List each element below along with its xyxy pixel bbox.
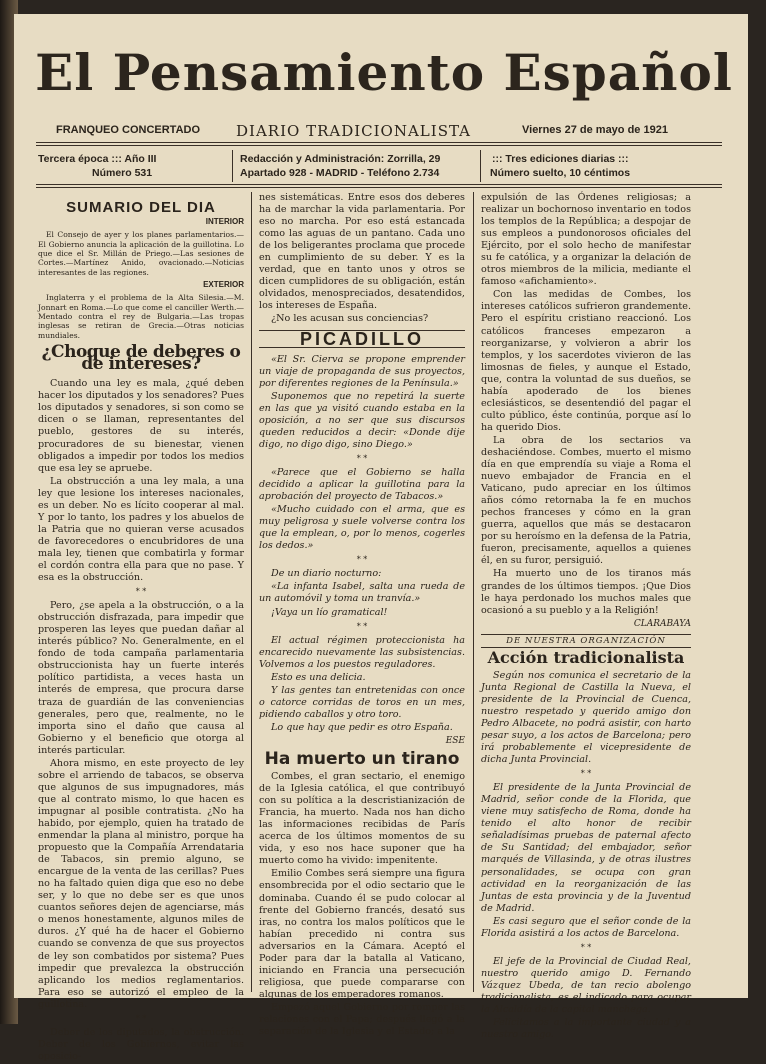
separator-stars: * *	[356, 453, 368, 463]
separator-stars: * *	[135, 1013, 147, 1023]
column-rule-2	[473, 192, 474, 992]
tirano-paragraph: Ha muerto uno de los tiranos más grandes de los últimos tiempos. ¡Que Dios le haya perdonado los muchos males que ocasionó a su pueblo y a la Religión!	[481, 568, 691, 616]
tirano-signature: CLARABAYA	[633, 618, 691, 629]
separator-stars: * *	[356, 621, 368, 631]
info-divider-2	[480, 150, 481, 182]
picadillo-item: De un diario nocturno:	[271, 568, 382, 580]
diario-label: DIARIO TRADICIONALISTA	[236, 122, 471, 140]
info-divider-1	[232, 150, 233, 182]
sumario-title: SUMARIO DEL DIA	[66, 199, 216, 216]
accion-paragraph: El presidente de la Junta Provincial de Madrid, señor conde de la Florida, que viene muy satisfecho de Roma, donde ha tenido el alto honor de recibir señaladísimas pruebas de paternal afecto de Su Santidad; del embajador, señor marqués de Villasinda, y de otras ilustres personalidades, se ocupa con gran actividad en la reorganización de las Juntas de esta provincia y de la Juventud de Madrid.	[481, 782, 691, 914]
tirano-paragraph: La obra de los sectarios va deshaciéndose. Combes, muerto el mismo día en que emprendía su viaje a Roma el nuevo embajador de Francia en el Vaticano, pudo apreciar en los últimos años cómo retornaba la fe en muchos pechos franceses y cómo en la gran guerra, aquellos que más se destacaron por su heroísmo en la defensa de la Patria, fueron, precisamente, aquellos a quienes él, en su furor, persiguió.	[481, 434, 691, 567]
picadillo-item: «El Sr. Cierva se propone emprender un viaje de propaganda de sus proyectos, por diferentes regiones de la Península.»	[259, 353, 465, 389]
accion-paragraph: Felicitamos a la importante ciudad y a nuestro amigo.	[481, 1017, 691, 1041]
tirano-paragraph: Combes, el gran sectario, el enemigo de la Iglesia católica, el que contribuyó con su política a la descristianización de Francia, ha muerto. Nada nos han dicho las informaciones recibidas de París acerca de los últimos momentos de su vida, y eso nos hace suponer que ha muerto como ha vivido: impenitente.	[259, 771, 465, 867]
editorial-continuation: nes sistemáticas. Entre esos dos deberes ha de marchar la vida parlamentaria. Por eso no marcha. Por eso está estancada como las aguas de un pantano. Cada uno de los beligerantes proclama que procede en cumplimiento de su deber. Y es la verdad, que en tanto unos y otros se dicen cumplidores de su obligación, están olvidados, menospreciados, desatendidos, los intereses de España.	[259, 192, 465, 312]
info-rule	[36, 184, 722, 185]
info-rule-2	[36, 187, 722, 188]
numero-info: Número 531	[92, 167, 153, 179]
editorial-headline: ¿Choque de deberes o de intereses?	[41, 342, 241, 375]
ediciones-info: ::: Tres ediciones diarias :::	[492, 153, 629, 165]
column-3	[481, 192, 691, 1042]
column-2	[259, 192, 465, 1039]
tirano-continuation: expulsión de las Órdenes religiosas; a realizar un bochornoso inventario en todos los templos de la República; a despojar de sus empleos a pundonorosos oficiales del Ejército, por el solo hecho de manifestar su fe católica, y a organizar la delación de otros miembros de la milicia, mediante el famoso «afichamiento».	[481, 192, 691, 288]
epoca-info: Tercera época ::: Año III	[38, 153, 157, 165]
redaccion-info: Redacción y Administración: Zorrilla, 29	[240, 153, 441, 165]
picadillo-item: «Parece que el Gobierno se halla decidido a aplicar la guillotina para la aprobación del proyecto de Tabacos.»	[259, 466, 465, 503]
exterior-summary: Inglaterra y el problema de la Alta Silesia.—M. Jonnart en Roma.—Lo que come el canciller Werth.—Mentado contra el rey de Bulgaria.—Las tropas inglesas se retiran de Grecia.—Otras noticias mundiales.	[38, 293, 244, 340]
date-label: Viernes 27 de mayo de 1921	[522, 124, 668, 136]
picadillo-item: Lo que hay que pedir es otro España.	[271, 721, 453, 733]
suelto-info: Número suelto, 10 céntimos	[490, 167, 631, 179]
franqueo-label: FRANQUEO CONCERTADO	[56, 124, 201, 136]
editorial-paragraph: La obstrucción a una ley mala, a una ley que lesione los intereses nacionales, es un deber. No es lícito cooperar al mal. Y por lo tanto, los padres y los abuelos de la Patria que no quieran verse acusados de favorecedores o encubridores de una mala ley, tienen que combatirla y formar el cordón contra ella para que no pase. Y esa es la obstrucción.	[38, 475, 244, 584]
editorial-closing: ¿No les acusan sus conciencias?	[271, 313, 429, 325]
column-rule-1	[251, 192, 252, 992]
interior-summary: El Consejo de ayer y los planes parlamentarios.— El Gobierno anuncia la aplicación de la guillotina. Lo que dice el Sr. Millán de Priego.—Las sesiones de Cortes.—Martínez Anido, ovacionado.—Noticias interesantes de las regiones.	[38, 230, 244, 277]
tirano-paragraph: Empezó aquel Gobierno por romper las relaciones con el Papa; después llegó a la separación de la Iglesia y el Estado; a la	[259, 1001, 465, 1038]
newspaper-page	[14, 14, 748, 1062]
picadillo-item: Suponemos que no repetirá la suerte en las que ya visitó cuando estaba en la oposición, a no ser que sus discursos queden reducidos a decir: «Donde dije digo, no digo digo, sino Diego.»	[259, 390, 465, 450]
picadillo-headline: PICADILLO	[259, 330, 465, 348]
picadillo-item: «La infanta Isabel, salta una rueda de un automóvil y toma un tranvía.»	[259, 581, 465, 605]
exterior-label: EXTERIOR	[203, 280, 244, 290]
picadillo-item: ¡Vaya un lío gramatical!	[271, 606, 388, 618]
accion-paragraph: Según nos comunica el secretario de la Junta Regional de Castilla la Nueva, el presidente de la Provincial de Cuenca, nuestro respetado y querido amigo don Pedro Albacete, no podrá asistir, con harto pesar suyo, a los actos de Barcelona; pero irá probablemente el vicepresidente de dicha Junta Provincial.	[481, 669, 691, 766]
tirano-paragraph: Con las medidas de Combes, los intereses católicos sufrieron grandemente. Pero el espíritu cristiano reaccionó. Los católicos franceses empezaron a reorganizarse, y volvieron a abrir los templos, y los sacerdotes vivieron de las limosnas de fieles, y aunque el Estado, que, contra la voluntad de sus dueños, se había apoderado de los bienes eclesiásticos, se desentendió del pagar el culto público, éste continúa, porque así lo ha querido Dios.	[481, 289, 691, 433]
column-1	[38, 192, 244, 1064]
picadillo-signature: ESE	[445, 735, 465, 746]
accion-headline: Acción tradicionalista	[487, 647, 685, 667]
separator-stars: * *	[135, 587, 147, 597]
interior-label: INTERIOR	[205, 217, 244, 227]
picadillo-item: El actual régimen proteccionista ha encarecido nuevamente las subsistencias. Volvemos a los puestos reguladores.	[259, 634, 465, 670]
apartado-info: Apartado 928 - MADRID - Teléfono 2.734	[240, 167, 440, 179]
organizacion-section-label: DE NUESTRA ORGANIZACIÓN	[481, 634, 691, 648]
picadillo-item: Y las gentes tan entretenidas con once o catorce corridas de toros en un mes, pidiendo caballos y otro toro.	[259, 684, 465, 720]
picadillo-item: «Mucho cuidado con el arma, que es muy peligrosa y suele volverse contra los que la emplean, o, por lo menos, cogerles los dedos.»	[259, 504, 465, 552]
accion-paragraph: El jefe de la Provincial de Ciudad Real, nuestro querido amigo D. Fernando Vázquez Ubeda, de tan recio abolengo tradicionalista, es el indicado para ocupar la Alcaldía de la capital manchega.	[481, 955, 691, 1016]
editorial-paragraph: Pero, ¿se apela a la obstrucción, o a la obstrucción disfrazada, para impedir que prosperen las leyes que puedan dañar al interés público? No. Generalmente, en el fondo de toda campaña parlamentaria obstruccionista hay un fuerte interés político partidista, a veces hasta un interés de empresa, que procura darse traza de guardián de las conveniencias generales, pero que, realmente, no le importa sino el daño que causa al Gobierno y el beneficio que otorga al interés particular.	[38, 600, 244, 756]
top-rule	[36, 142, 722, 143]
separator-stars: * *	[580, 769, 592, 779]
picadillo-item: Esto es una delicia.	[271, 671, 366, 683]
accion-paragraph: Es casi seguro que el señor conde de la Florida asistirá a los actos de Barcelona.	[481, 915, 691, 939]
newspaper-masthead: El Pensamiento Español	[35, 43, 733, 102]
editorial-paragraph: Deber de los diputados, la obstrucción. Deber de los Gobiernos, evitar las oposicio-	[38, 1026, 244, 1062]
tirano-headline: Ha muerto un tirano	[264, 749, 460, 770]
editorial-paragraph: Ahora mismo, en este proyecto de ley sobre el arriendo de tabacos, se observa que algunos de sus impugnadores, más que al contrato mismo, lo que hacen es impugnar al posible contratista. ¿No ha habido, por ejemplo, quien ha tratado de enmendar la plana al ministro, porque ha propuesto que la Compañía Arrendataria de Tabacos, sin premio alguno, se encargue de la venta de las cerillas? Pues no ha faltado quien diga que eso no debe ser, y lo que no debe ser es que unos cuantos señores dejen de agenciarse, más o menos honestamente, algunos miles de duros. ¿Y qué ha de hacer el Gobierno cuando se convenza de que sus proyectos de ley son combatidos por sistema? Pues impedir que prevalezca la obstrucción aplicando los medios reglamentarios. Para eso se autorizó el empleo de la guillotina.	[38, 757, 244, 1010]
tirano-paragraph: Emilio Combes será siempre una figura ensombrecida por el odio sectario que le dominaba. Cuando él se pudo colocar al frente del Gobierno francés, desató sus iras, no contra los malos políticos que le habían precedido ni contra sus adversarios en la Cámara. Aceptó el Poder para dar la batalla al Vaticano, iniciando en Francia una persecución religiosa, que puede compararse con algunas de los emperadores romanos.	[259, 868, 465, 1000]
editorial-paragraph: Cuando una ley es mala, ¿qué deben hacer los diputados y los senadores? Pues los diputados y senadores, si son como se dicen o se llaman, representantes del pueblo, gestores de su interés, procuradores de su bienestar, vienen obligados a impedir por todos los medios que esa ley se apruebe.	[38, 378, 244, 474]
top-rule-2	[36, 145, 722, 146]
separator-stars: * *	[580, 942, 592, 952]
separator-stars: * *	[356, 555, 368, 565]
